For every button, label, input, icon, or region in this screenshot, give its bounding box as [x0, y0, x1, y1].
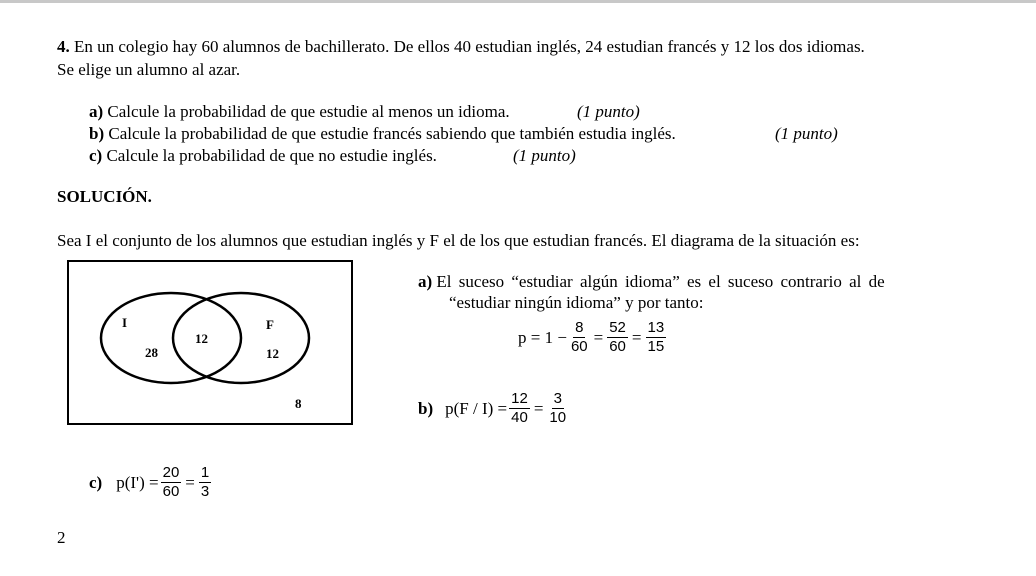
part-a-label: a) — [89, 102, 104, 121]
fraction-denominator: 15 — [647, 338, 665, 355]
answer-b-label: b) — [418, 398, 434, 418]
fraction-numerator: 1 — [200, 464, 210, 481]
fraction-numerator: 20 — [162, 464, 180, 481]
answer-a-fraction-2 — [607, 319, 628, 356]
part-c-label: c) — [89, 146, 103, 165]
fraction-numerator: 8 — [575, 319, 584, 336]
problem-line-2: Se elige un alumno al azar. — [57, 60, 241, 79]
answer-a-fraction-3 — [646, 319, 667, 356]
part-b — [89, 124, 676, 144]
answer-b-lhs: p(F / I) = — [445, 398, 508, 418]
part-c-text: Calcule la probabilidad de que no estudie inglés. — [106, 146, 437, 165]
fraction-denominator: 10 — [549, 409, 567, 426]
venn-intersection: 12 — [195, 331, 208, 346]
answer-c-formula — [89, 464, 213, 501]
solution-heading: SOLUCIÓN. — [57, 187, 152, 206]
venn-neither: 8 — [295, 396, 302, 411]
venn-label-i: I — [122, 315, 128, 330]
part-c-points: (1 punto) — [513, 146, 576, 165]
venn-set-i — [101, 293, 241, 383]
fraction-denominator: 60 — [570, 338, 588, 355]
fraction-denominator: 3 — [200, 483, 210, 500]
page-number: 2 — [57, 528, 66, 547]
answer-b-fraction-2 — [547, 390, 568, 427]
fraction-denominator: 60 — [609, 338, 626, 355]
answer-c-fraction-1 — [161, 464, 182, 501]
answer-c-label: c) — [89, 472, 103, 492]
venn-only-f: 12 — [266, 346, 279, 361]
equals-sign: = — [533, 398, 544, 418]
answer-a-line-1 — [418, 272, 885, 292]
fraction-numerator: 12 — [511, 390, 528, 407]
equals-sign: = — [593, 327, 604, 347]
answer-a-text-1: El suceso “estudiar algún idioma” es el suceso contrario al de — [436, 272, 885, 291]
part-c — [89, 146, 437, 166]
part-a — [89, 102, 510, 122]
venn-only-i: 28 — [145, 345, 158, 360]
fraction-numerator: 13 — [647, 319, 665, 336]
part-b-text: Calcule la probabilidad de que estudie francés sabiendo que también estudia inglés. — [108, 124, 676, 143]
equals-sign: = — [185, 472, 195, 492]
problem-line-1 — [57, 37, 865, 57]
answer-a-line-2: “estudiar ningún idioma” y por tanto: — [449, 293, 704, 312]
answer-a-formula — [518, 319, 668, 356]
answer-a-lhs: p = 1 − — [518, 327, 567, 347]
venn-label-f: F — [266, 317, 274, 332]
answer-c-fraction-2 — [199, 464, 211, 501]
equals-sign: = — [631, 327, 642, 347]
problem-statement: En un colegio hay 60 alumnos de bachillerato. De ellos 40 estudian inglés, 24 estudian francés y 12 los dos idiomas. — [74, 37, 865, 56]
answer-b-fraction-1 — [509, 390, 530, 427]
problem-number: 4. — [57, 37, 70, 56]
top-border — [0, 0, 1036, 3]
answer-a-label: a) — [418, 272, 433, 291]
part-a-points: (1 punto) — [577, 102, 640, 121]
answer-c-lhs: p(I') = — [116, 472, 159, 492]
part-a-text: Calcule la probabilidad de que estudie al menos un idioma. — [107, 102, 510, 121]
fraction-denominator: 60 — [162, 483, 180, 500]
answer-a-fraction-1 — [569, 319, 590, 356]
solution-intro: Sea I el conjunto de los alumnos que estudian inglés y F el de los que estudian francés. El diagrama de la situación es: — [57, 231, 860, 250]
fraction-denominator: 40 — [511, 409, 528, 426]
fraction-numerator: 3 — [553, 390, 562, 407]
part-b-points: (1 punto) — [775, 124, 838, 143]
fraction-numerator: 52 — [609, 319, 626, 336]
answer-b-formula — [418, 390, 570, 427]
venn-diagram — [67, 260, 353, 425]
part-b-label: b) — [89, 124, 105, 143]
